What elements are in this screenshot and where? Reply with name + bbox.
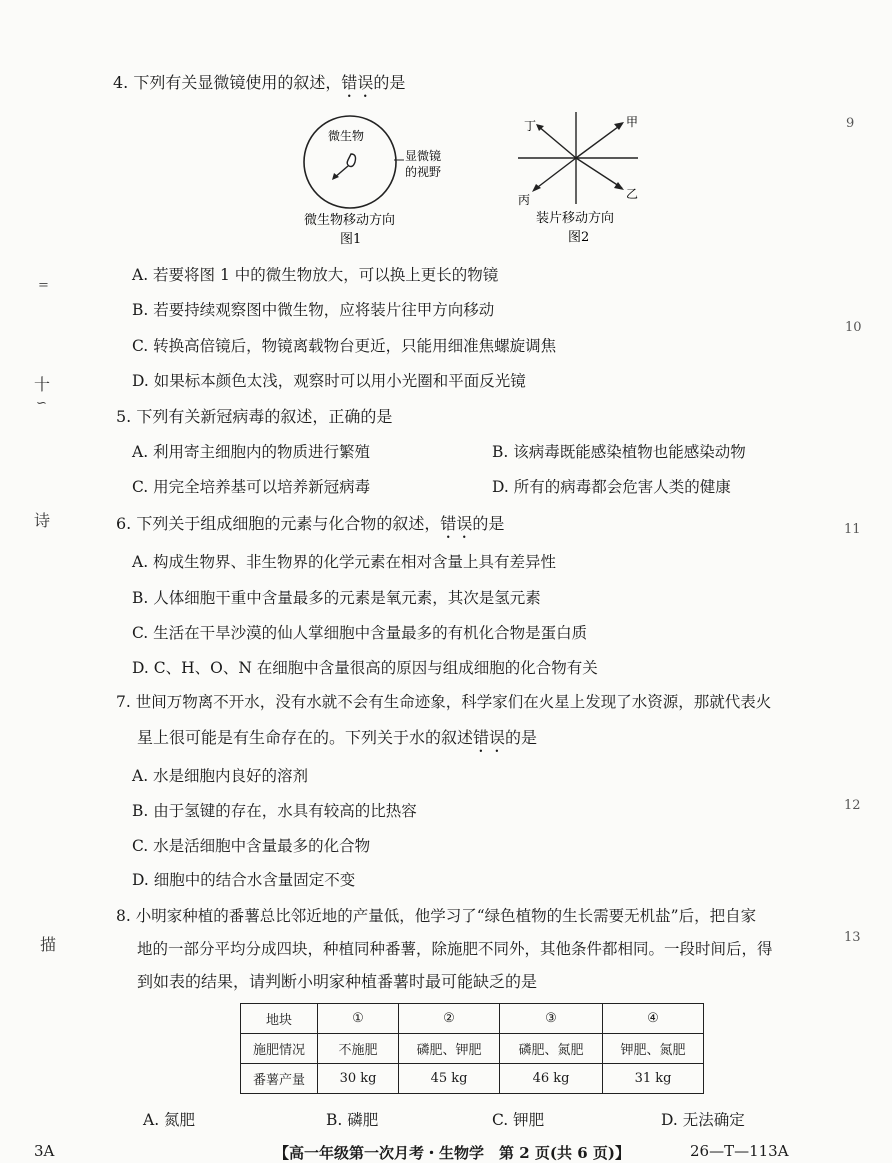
figure-1 xyxy=(290,110,490,250)
table-cell: 45 kg xyxy=(399,1064,500,1094)
q6-option-b: B. 人体细胞干重中含量最多的元素是氧元素，其次是氢元素 xyxy=(132,589,541,607)
margin-char-1: 十 xyxy=(34,375,51,394)
fig1-caption: 微生物移动方向 xyxy=(304,213,396,228)
right-edge-num-13: 13 xyxy=(844,930,861,945)
right-edge-num-12: 12 xyxy=(844,798,861,813)
table-cell: 31 kg xyxy=(603,1064,704,1094)
q7-option-d: D. 细胞中的结合水含量固定不变 xyxy=(132,871,356,889)
margin-char-2: ∽ xyxy=(36,396,47,411)
dir-jia: 甲 xyxy=(626,115,639,129)
q7-emphasis: 错误 xyxy=(473,728,506,747)
q6-option-a: A. 构成生物界、非生物界的化学元素在相对含量上具有差异性 xyxy=(132,553,557,571)
table-cell: 46 kg xyxy=(500,1064,603,1094)
q8-option-b: B. 磷肥 xyxy=(326,1111,379,1129)
q4-emphasis: 错误 xyxy=(341,73,374,92)
table-row xyxy=(241,1034,704,1064)
right-edge-num-9: 9 xyxy=(846,116,855,131)
table-cell: ① xyxy=(318,1004,399,1034)
table-cell: 钾肥、氮肥 xyxy=(603,1034,704,1064)
footer-left: 3A xyxy=(34,1142,55,1160)
footer-center: 【高一年级第一次月考・生物学 第 2 页(共 6 页)】 xyxy=(274,1144,630,1162)
q5-option-d: D. 所有的病毒都会危害人类的健康 xyxy=(492,478,731,496)
q4-option-c: C. 转换高倍镜后，物镜离载物台更近，只能用细准焦螺旋调焦 xyxy=(132,337,557,355)
footer-right: 26—T—113A xyxy=(690,1142,789,1160)
table-cell: ③ xyxy=(500,1004,603,1034)
q5-option-c: C. 用完全培养基可以培养新冠病毒 xyxy=(132,478,371,496)
dir-yi: 乙 xyxy=(626,187,639,201)
q6-option-d: D. C、H、O、N 在细胞中含量很高的原因与组成细胞的化合物有关 xyxy=(132,659,598,677)
table-cell: 不施肥 xyxy=(318,1034,399,1064)
margin-char-3: 诗 xyxy=(34,511,51,530)
dir-ding: 丁 xyxy=(524,119,537,133)
table-cell: 地块 xyxy=(241,1004,318,1034)
table-cell: 30 kg xyxy=(318,1064,399,1094)
q5-stem: 5. 下列有关新冠病毒的叙述，正确的是 xyxy=(116,407,393,426)
q8-stem-line3: 到如表的结果，请判断小明家种植番薯时最可能缺乏的是 xyxy=(137,972,538,991)
right-edge-num-11: 11 xyxy=(844,522,861,537)
fig1-inner-label: 微生物 xyxy=(328,129,365,143)
table-cell: 番薯产量 xyxy=(241,1064,318,1094)
fertilizer-table xyxy=(240,1003,704,1094)
microbe-shape xyxy=(347,154,355,167)
table-cell: 磷肥、氮肥 xyxy=(500,1034,603,1064)
q8-option-a: A. 氮肥 xyxy=(143,1111,196,1129)
q7-stem-line1: 7. 世间万物离不开水，没有水就不会有生命迹象，科学家们在火星上发现了水资源，那就代表火 xyxy=(116,693,772,711)
margin-char-4: 描 xyxy=(40,935,57,954)
table-cell: 施肥情况 xyxy=(241,1034,318,1064)
q6-option-c: C. 生活在干旱沙漠的仙人掌细胞中含量最多的有机化合物是蛋白质 xyxy=(132,624,588,642)
q4-option-a: A. 若要将图 1 中的微生物放大，可以换上更长的物镜 xyxy=(132,266,499,284)
q6-stem: 6. 下列关于组成细胞的元素与化合物的叙述，错误的是 xyxy=(116,514,505,533)
q5-option-b: B. 该病毒既能感染植物也能感染动物 xyxy=(492,443,746,461)
q7-option-b: B. 由于氢键的存在，水具有较高的比热容 xyxy=(132,802,417,820)
table-cell: ④ xyxy=(603,1004,704,1034)
fig1-side-label-2: 的视野 xyxy=(405,165,442,179)
table-cell: 磷肥、钾肥 xyxy=(399,1034,500,1064)
q4-option-d: D. 如果标本颜色太浅，观察时可以用小光圈和平面反光镜 xyxy=(132,372,526,390)
q4-stem: 4. 下列有关显微镜使用的叙述，错误的是 xyxy=(113,73,406,92)
fig1-side-label-1: 显微镜 xyxy=(405,149,442,163)
q4-option-b: B. 若要持续观察图中微生物，应将装片往甲方向移动 xyxy=(132,301,495,319)
dir-bing: 丙 xyxy=(518,193,531,207)
table-cell: ② xyxy=(399,1004,500,1034)
q5-option-a: A. 利用寄主细胞内的物质进行繁殖 xyxy=(132,443,371,461)
fig1-title: 图1 xyxy=(340,232,362,247)
fig2-caption: 装片移动方向 xyxy=(536,211,615,226)
margin-mark: = xyxy=(38,278,49,293)
q7-option-c: C. 水是活细胞中含量最多的化合物 xyxy=(132,837,371,855)
q8-stem-line1: 8. 小明家种植的番薯总比邻近地的产量低，他学习了“绿色植物的生长需要无机盐”后，把自家 xyxy=(116,907,757,925)
q7-stem-line2: 星上很可能是有生命存在的。下列关于水的叙述错误的是 xyxy=(137,728,538,747)
q8-option-d: D. 无法确定 xyxy=(661,1111,745,1129)
table-row xyxy=(241,1004,704,1034)
right-edge-num-10: 10 xyxy=(845,320,862,335)
fig2-title: 图2 xyxy=(568,230,590,245)
figure-2 xyxy=(510,108,660,248)
table-row xyxy=(241,1064,704,1094)
q6-emphasis: 错误 xyxy=(440,514,473,533)
q7-option-a: A. 水是细胞内良好的溶剂 xyxy=(132,767,309,785)
q8-stem-line2: 地的一部分平均分成四块，种植同种番薯，除施肥不同外，其他条件都相同。一段时间后，得 xyxy=(137,940,773,958)
q8-option-c: C. 钾肥 xyxy=(492,1111,545,1129)
